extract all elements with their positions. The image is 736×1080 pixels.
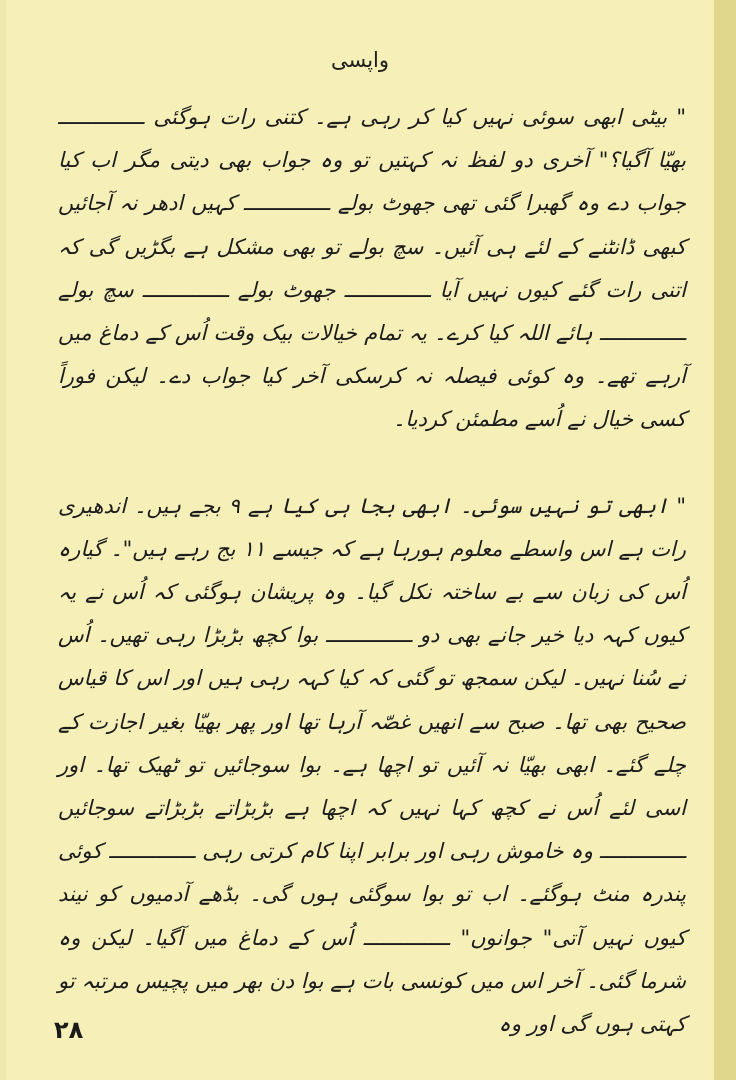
page-edge [714, 0, 736, 1080]
chapter-title: واپسی [330, 48, 390, 72]
page-number: ۲۸ [54, 1016, 84, 1044]
body-text [58, 96, 686, 1046]
paragraph-1: " بیٹی ابھی سوئی نہیں کیا کر رہی ہے۔ کتنی رات ہوگئی ــــــــــــــ بھیّا آگیا؟" آخری دو لفظ نہ کہتیں تو وہ جواب بھی دیتی مگر اب کیا جواب دے وہ گھبرا گئی تھی جھوٹ بولے ــــــــــــــ کہیں ادھر نہ آجائیں کبھی ڈانٹنے کے لئے ہی آئیں۔ سچ بولے تو بھی مشکل ہے بگڑیں گی کہ اتنی رات گئے کیوں نہیں آیا ــــــــــــــ جھوٹ بولے ــــــــــــــ سچ بولے ــــــــــــــ ہائے اللہ کیا کرے۔ یہ تمام خیالات بیک وقت اُس کے دماغ میں آرہے تھے۔ وہ کوئی فیصلہ نہ کرسکی آخر کیا جواب دے۔ لیکن فوراً کسی خیال نے اُسے مطمئن کردیا۔ [58, 105, 686, 432]
paragraph-2: " ابھی تو نہیں سوئی۔ ابھی بجا ہی کیا ہے ۹ بجے ہیں۔ اندھیری رات ہے اس واسطے معلوم ہورہا ہے کہ جیسے ۱۱ بج رہے ہیں"۔ گیارہ اُس کی زبان سے بے ساختہ نکل گیا۔ وہ پریشان ہوگئی کہ اُس نے یہ کیوں کہہ دیا خیر جانے بھی دو ــــــــــــــ بوا کچھ بڑبڑا رہی تھیں۔ اُس نے سُنا نہیں۔ لیکن سمجھ تو گئی کہ کیا کہہ رہی ہیں اور اس کا قیاس صحیح بھی تھا۔ صبح سے انھیں غصّہ آرہا تھا اور پھر بھیّا بغیر اجازت کے چلے گئے۔ ابھی بھیّا نہ آئیں تو اچھا ہے۔ بوا سوجائیں تو ٹھیک تھا۔ اور اسی لئے اُس نے کچھ کہا نہیں کہ اچھا ہے بڑبڑاتے بڑبڑاتے سوجائیں ــــــــــــــ وہ خاموش رہی اور برابر اپنا کام کرتی رہی ــــــــــــــ کوئی پندرہ منٹ ہوگئے۔ اب تو بوا سوگئی ہوں گی۔ بڈھے آدمیوں کو نیند کیوں نہیں آتی" جوانوں" ــــــــــــــ اُس کے دماغ میں آگیا۔ لیکن وہ شرما گئی۔ آخر اس میں کونسی بات ہے بوا دن بھر میں پچیس مرتبہ تو کہتی ہوں گی اور وہ [58, 493, 687, 1037]
